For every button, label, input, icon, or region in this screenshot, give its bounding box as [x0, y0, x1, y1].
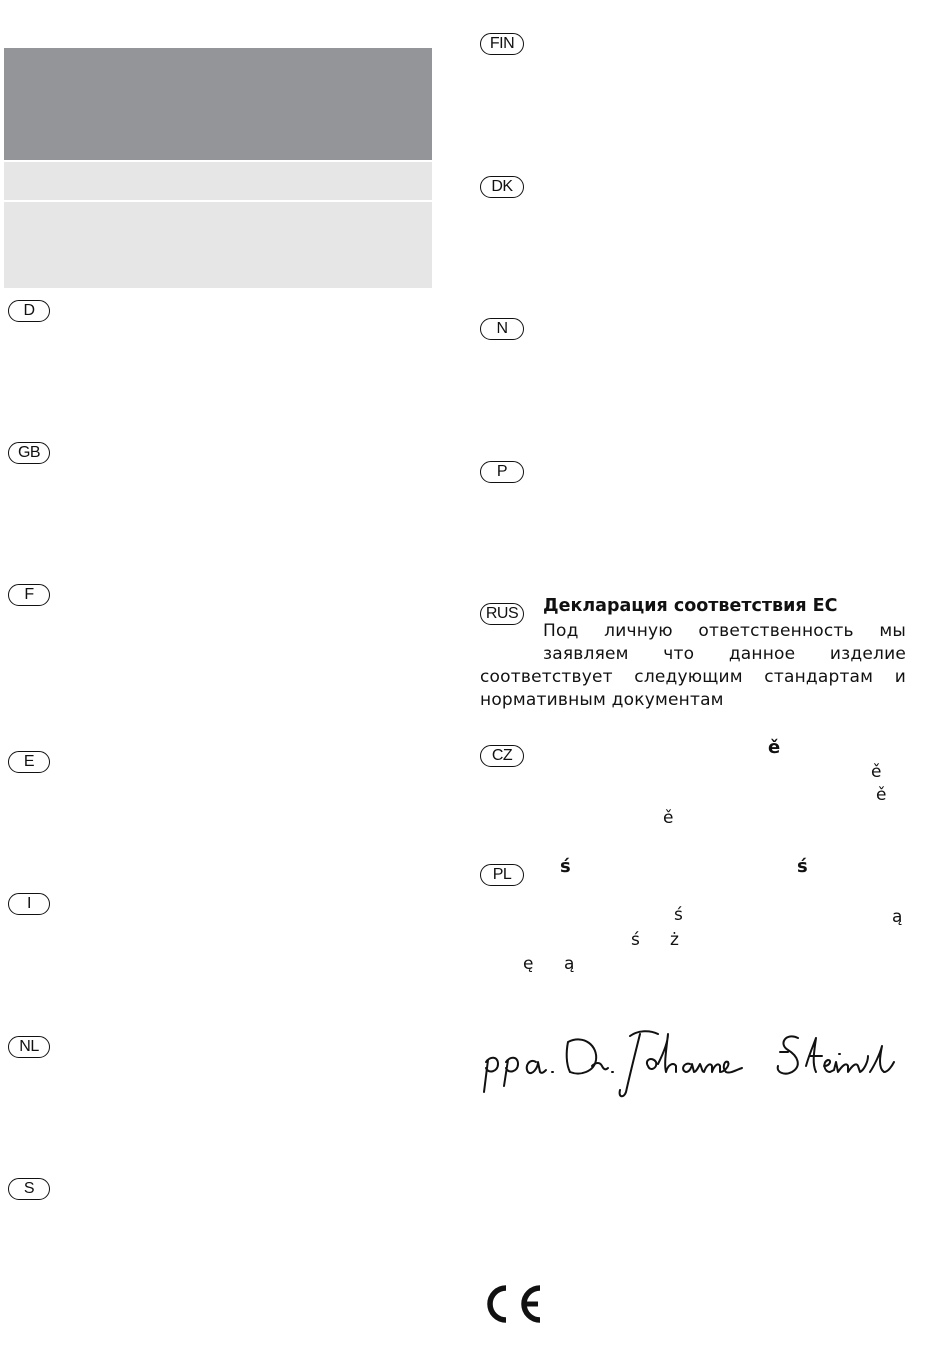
header-dark-band: [4, 48, 432, 160]
pl-glyph-8: ą: [564, 954, 575, 974]
language-badge-i: I: [8, 893, 50, 915]
pl-glyph-6: ż: [670, 930, 679, 950]
cz-glyph-2: ě: [871, 762, 882, 782]
language-badge-gb: GB: [8, 442, 50, 464]
rus-declaration-title: Декларация соответствия ЕС: [543, 596, 838, 616]
language-badge-f: F: [8, 584, 50, 606]
language-badge-e: E: [8, 751, 50, 773]
language-badge-s: S: [8, 1178, 50, 1200]
cz-glyph-3: ě: [876, 785, 887, 805]
pl-glyph-1: ś: [560, 856, 571, 877]
language-badge-nl: NL: [8, 1036, 50, 1058]
rus-line-2: заявляем что данное изделие: [543, 644, 906, 664]
header-light-band-1: [4, 162, 432, 200]
pl-glyph-2: ś: [797, 856, 808, 877]
language-badge-rus: RUS: [480, 603, 524, 625]
pl-glyph-7: ę: [523, 954, 534, 974]
rus-line-1: Под личную ответственность мы: [543, 621, 906, 641]
cz-glyph-4: ě: [663, 808, 674, 828]
language-badge-n: N: [480, 318, 524, 340]
rus-line-3: соответствует следующим стандартам и нормативным документам: [480, 667, 906, 710]
language-badge-d: D: [8, 300, 50, 322]
header-light-band-2: [4, 202, 432, 288]
pl-glyph-5: ś: [631, 930, 640, 950]
pl-glyph-4: ą: [892, 907, 903, 927]
language-badge-pl: PL: [480, 864, 524, 886]
language-badge-dk: DK: [480, 176, 524, 198]
ce-mark: [484, 1284, 546, 1324]
cz-glyph-1: ě: [768, 737, 781, 758]
language-badge-p: P: [480, 461, 524, 483]
language-badge-fin: FIN: [480, 33, 524, 55]
rus-declaration-body: [480, 620, 906, 712]
language-badge-cz: CZ: [480, 745, 524, 767]
signature: [480, 1022, 910, 1102]
pl-glyph-3: ś: [674, 905, 683, 925]
